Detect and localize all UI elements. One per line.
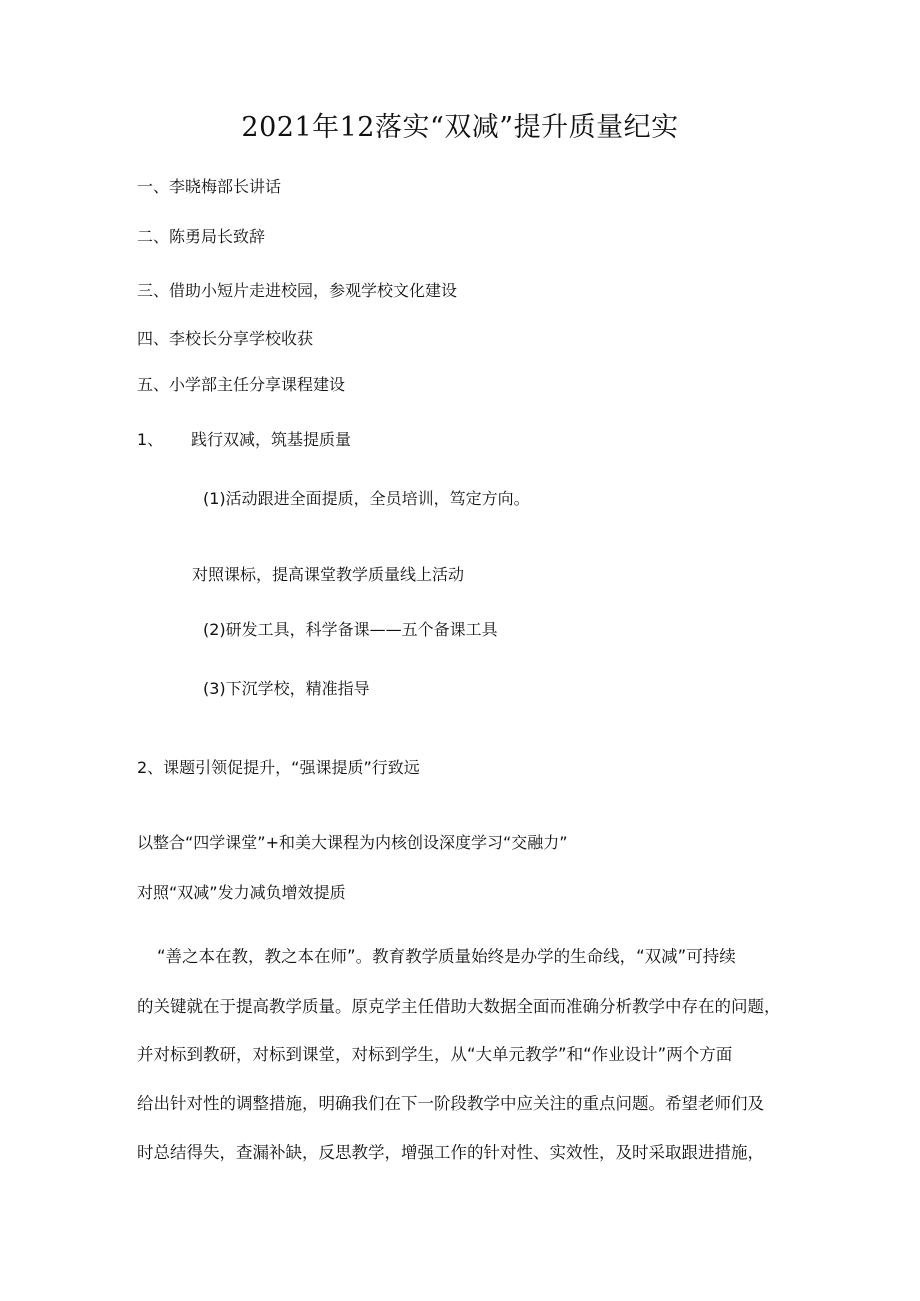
paragraph-line-2: 的关键就在于提高教学质量。原克学主任借助大数据全面而准确分析教学中存在的问题， [137, 997, 781, 1016]
agenda-item-4: 四、李校长分享学校收获 [137, 329, 314, 348]
sub-item-1: (1)活动跟进全面提质，全员培训，笃定方向。 [203, 489, 530, 508]
integrate-line: 以整合“四学课堂”+和美大课程为内核创设深度学习“交融力” [137, 833, 568, 852]
sub-item-3: (3)下沉学校，精准指导 [203, 679, 370, 698]
paragraph-line-3: 并对标到教研，对标到课堂，对标到学生，从“大单元教学”和“作业设计”两个方面 [137, 1045, 733, 1064]
document-title: 2021年12落实“双减”提升质量纪实 [241, 112, 679, 143]
agenda-item-5: 五、小学部主任分享课程建设 [137, 375, 346, 394]
agenda-item-3: 三、借助小短片走进校园，参观学校文化建设 [137, 281, 458, 300]
agenda-item-2: 二、陈勇局长致辞 [137, 227, 266, 246]
sub-item-2: (2)研发工具，科学备课——五个备课工具 [203, 620, 498, 639]
paragraph-line-1: “善之本在教，教之本在师”。教育教学质量始终是办学的生命线，“双减”可持续 [157, 947, 736, 966]
agenda-item-1: 一、李晓梅部长讲话 [137, 177, 282, 196]
section-heading-2: 2、课题引领促提升，“强课提质”行致远 [137, 758, 420, 777]
paragraph-line-4: 给出针对性的调整措施，明确我们在下一阶段教学中应关注的重点问题。希望老师们及 [137, 1094, 764, 1113]
activity-line: 对照课标，提高课堂教学质量线上活动 [192, 565, 465, 584]
duizhao-line: 对照“双减”发力减负增效提质 [137, 883, 346, 902]
section-heading-text: 践行双减，筑基提质量 [191, 430, 352, 449]
section-heading-1 [137, 429, 351, 451]
paragraph-line-5: 时总结得失，查漏补缺，反思教学，增强工作的针对性、实效性，及时采取跟进措施， [137, 1143, 764, 1162]
section-number: 1、 [137, 430, 164, 449]
